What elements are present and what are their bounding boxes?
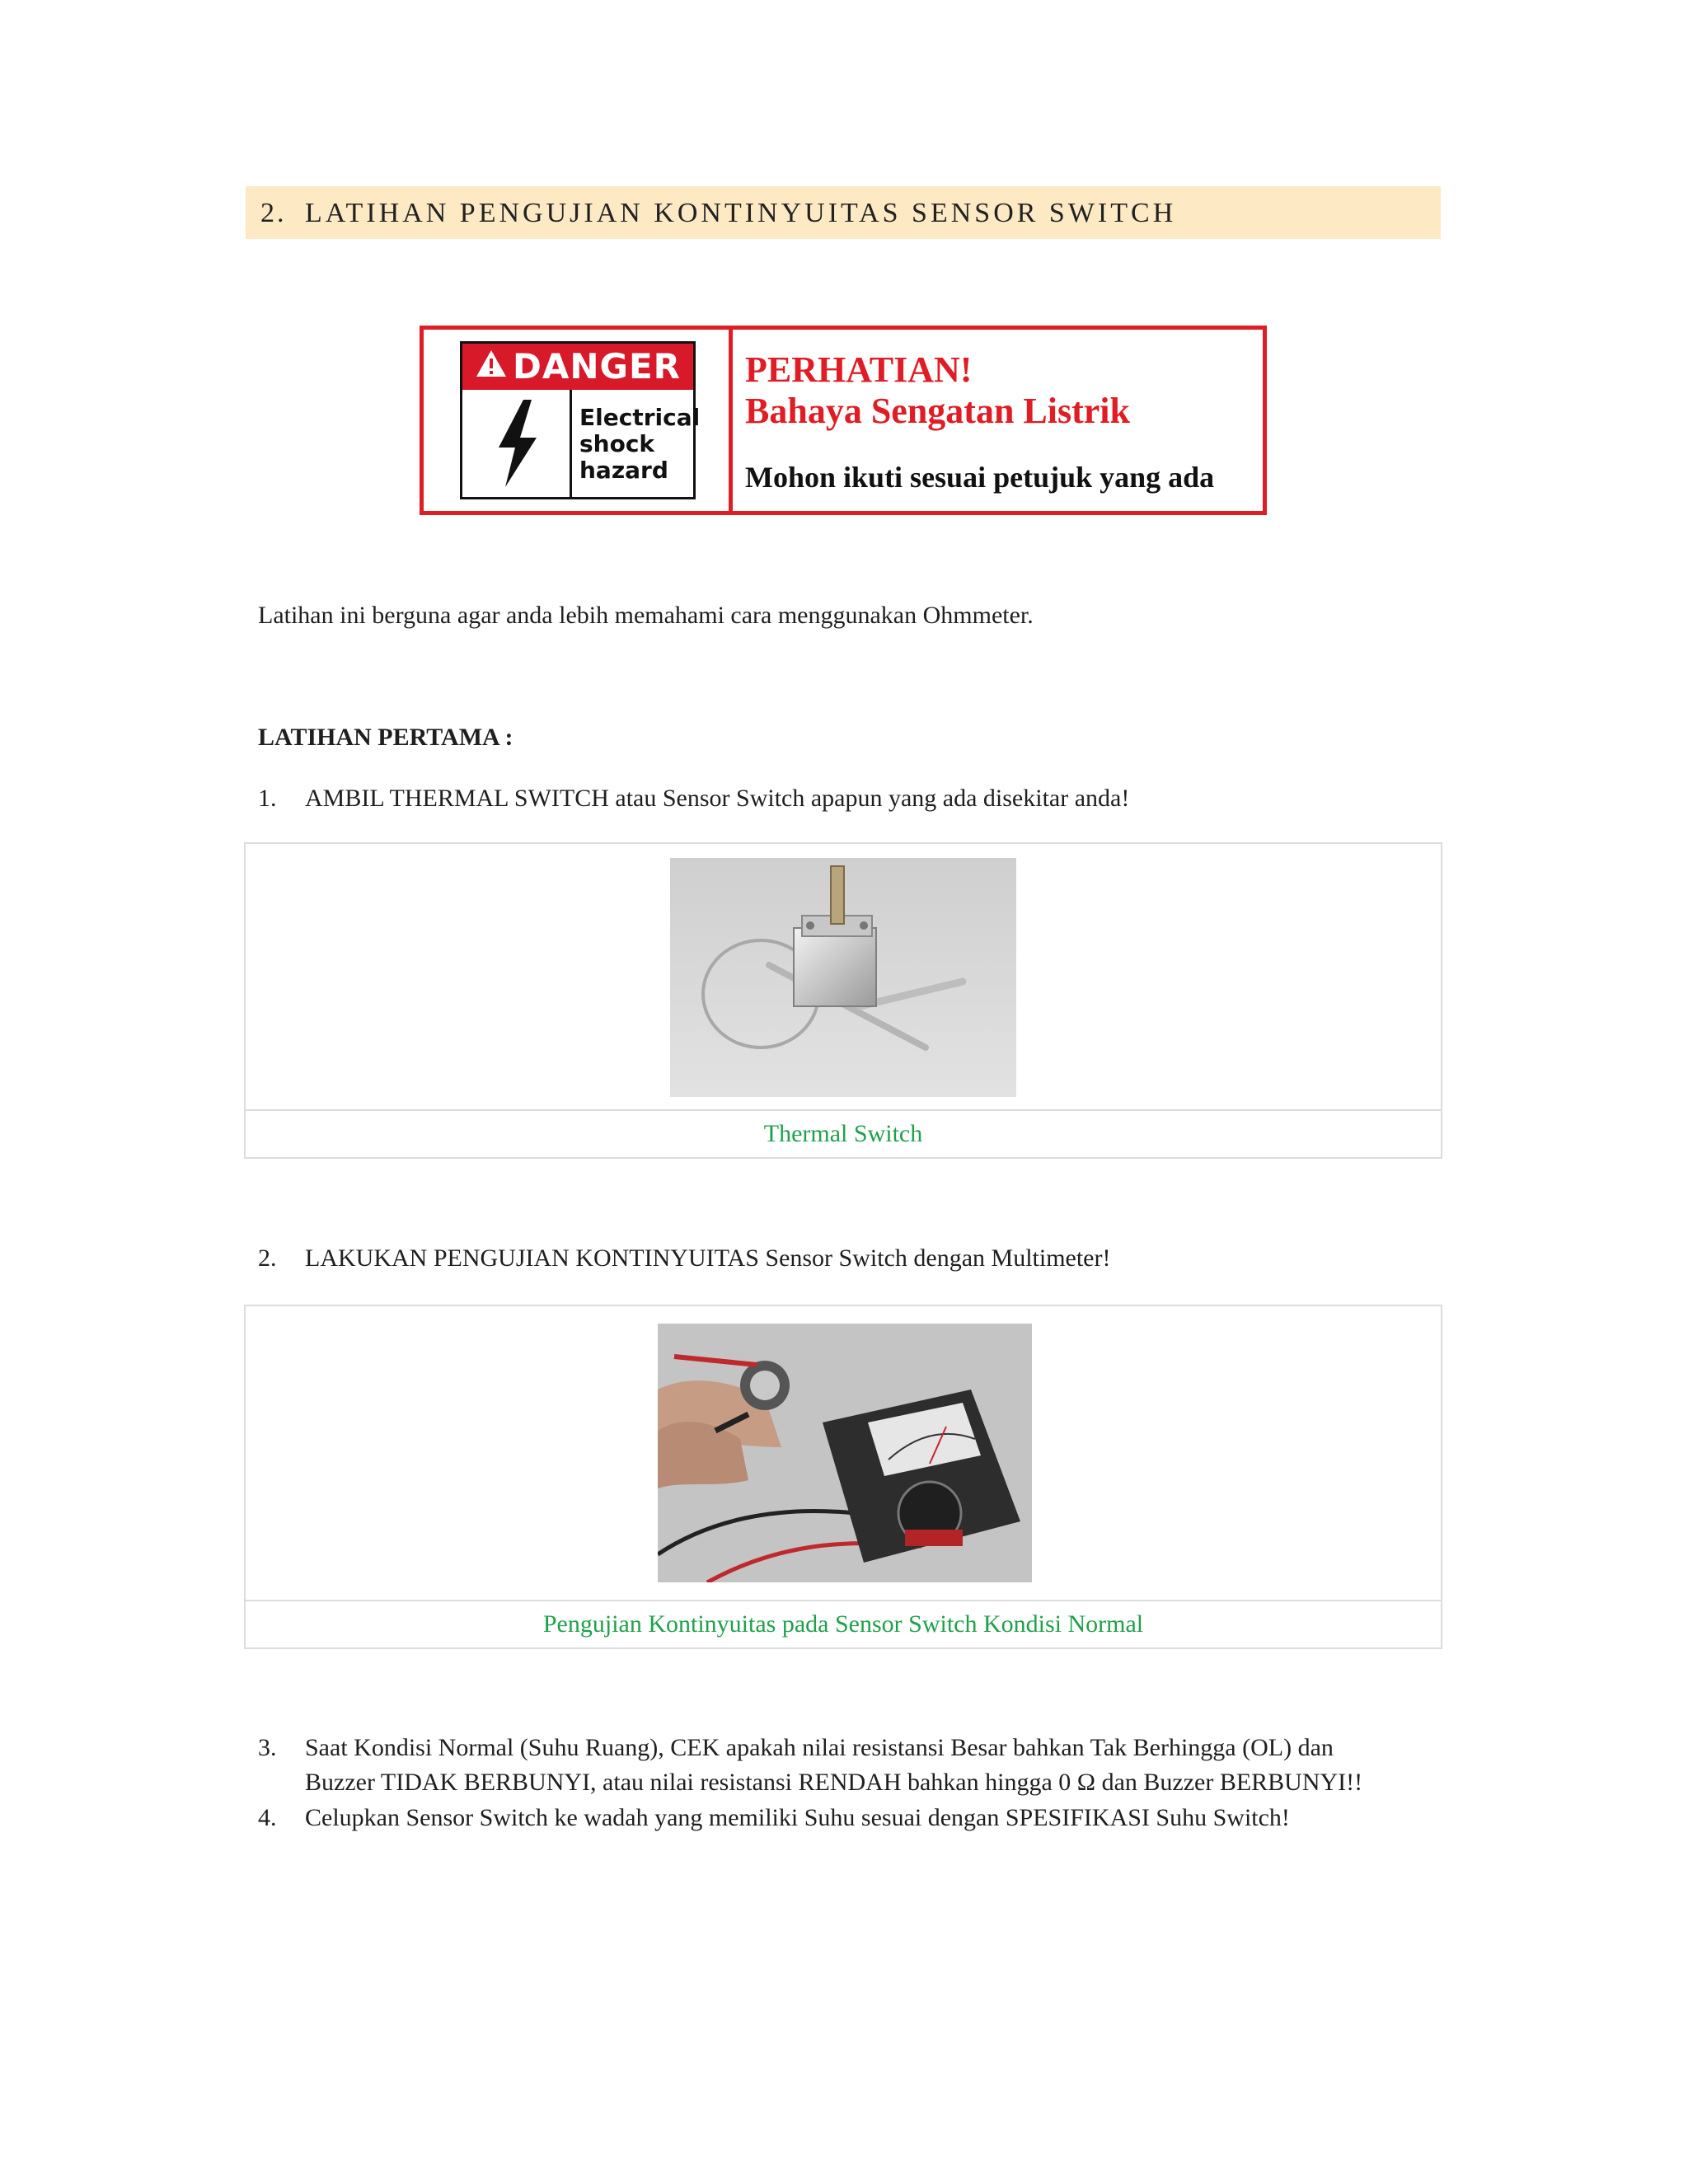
list-item-number: 2. <box>258 1244 277 1272</box>
list-item-number: 4. <box>258 1804 277 1831</box>
figure-thermal-switch <box>244 842 1442 1159</box>
list-item-text: Buzzer TIDAK BERBUNYI, atau nilai resistansi RENDAH bahkan hingga 0 Ω dan Buzzer BERBUNYI!! <box>305 1769 1363 1796</box>
hazard-line-3: hazard <box>579 457 668 484</box>
list-item-text: Saat Kondisi Normal (Suhu Ruang), CEK apakah nilai resistansi Besar bahkan Tak Berhingga (OL) dan <box>305 1734 1334 1761</box>
danger-banner <box>462 344 693 390</box>
thermal-switch-image <box>670 858 1016 1097</box>
danger-sign <box>460 341 701 499</box>
bolt-cell <box>462 390 572 497</box>
exercise-heading: LATIHAN PERTAMA : <box>258 724 513 751</box>
warning-title: PERHATIAN! <box>745 349 973 390</box>
warning-divider <box>729 330 733 511</box>
list-item-text: AMBIL THERMAL SWITCH atau Sensor Switch apapun yang ada disekitar anda! <box>305 785 1130 812</box>
danger-banner-text: DANGER <box>512 346 682 387</box>
intro-paragraph: Latihan ini berguna agar anda lebih memahami cara menggunakan Ohmmeter. <box>258 602 1034 629</box>
list-item-text: Celupkan Sensor Switch ke wadah yang memiliki Suhu sesuai dengan SPESIFIKASI Suhu Switch! <box>305 1804 1290 1831</box>
warning-box <box>420 326 1267 515</box>
list-item-number: 3. <box>258 1734 277 1761</box>
warning-triangle-icon <box>475 344 508 390</box>
figure-caption: Pengujian Kontinyuitas pada Sensor Switch Kondisi Normal <box>246 1600 1441 1649</box>
section-number: 2. <box>260 198 287 228</box>
hazard-line-1: Electrical <box>579 404 701 431</box>
section-header <box>246 186 1441 239</box>
section-title: LATIHAN PENGUJIAN KONTINYUITAS SENSOR SWITCH <box>305 198 1177 228</box>
figure-caption: Thermal Switch <box>246 1109 1441 1159</box>
lightning-bolt-icon <box>462 390 570 497</box>
warning-note: Mohon ikuti sesuai petujuk yang ada <box>745 461 1215 494</box>
list-item-number: 1. <box>258 785 277 812</box>
hazard-text <box>579 405 700 484</box>
hazard-line-2: shock <box>579 430 655 457</box>
multimeter-test-image <box>658 1324 1032 1582</box>
warning-subtitle: Bahaya Sengatan Listrik <box>745 391 1130 431</box>
figure-continuity-test <box>244 1305 1442 1649</box>
list-item-text: LAKUKAN PENGUJIAN KONTINYUITAS Sensor Switch dengan Multimeter! <box>305 1244 1111 1272</box>
